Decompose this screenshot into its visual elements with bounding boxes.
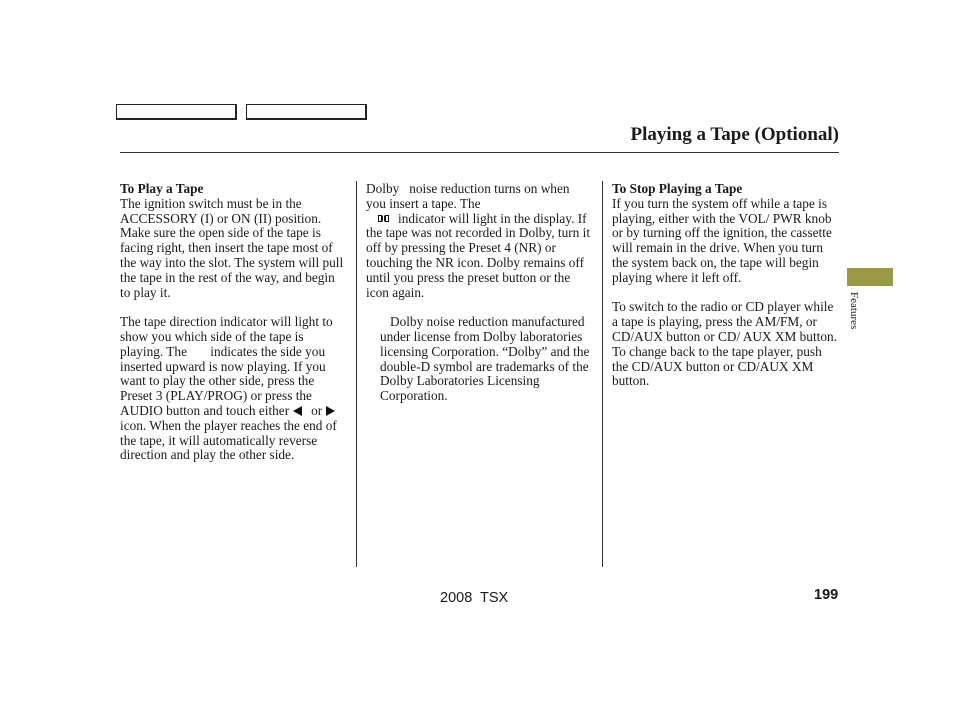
paragraph-stop-tape: If you turn the system off while a tape is playing, either with the VOL/ PWR knob or by turning off the ignition, the cassette will remain in the drive. When you turn the system back on, the tape will begin playing where it left off. [612, 195, 832, 285]
column-divider-1 [356, 181, 357, 567]
page-number: 199 [814, 587, 839, 603]
paragraph-dolby-nr: Dolby noise reduction turns on when you insert a tape. The indicator will light in the display. If the tape was not recorded in Dolby, turn it off by pressing the Preset 4 (NR) or touching the NR icon. Dolby remains off until you press the preset button or the icon again. [366, 181, 591, 300]
nav-button-2[interactable] [246, 104, 367, 120]
tape-direction-right-icon [326, 406, 335, 416]
tape-direction-left-icon [293, 406, 302, 416]
title-rule [120, 152, 839, 153]
paragraph-switch-source: To switch to the radio or CD player while a tape is playing, press the AM/FM, or CD/AUX button or CD/ AUX XM button. To change back to the tape player, push the CD/AUX button or CD/AUX XM button. [612, 299, 837, 389]
paragraph-dolby-license: Dolby noise reduction manufactured under license from Dolby laboratories licensing Corporation. “Dolby” and the double-D symbol are trademarks of the Dolby Laboratories Licensing Corporation. [380, 314, 590, 404]
paragraph-direction-indicator: The tape direction indicator will light to show you which side of the tape is playing. The indicates the side you inserted upward is now playing. If you want to play the other side, press the Preset 3 (PLAY/PROG) or press the AUDIO button and touch either oricon. When the player reaches the end of the tape, it will automatically reverse direction and play the other side. [120, 314, 337, 463]
dolby-nr-icon [378, 215, 390, 223]
nav-button-1[interactable] [116, 104, 237, 120]
column-3 [612, 182, 840, 389]
column-divider-2 [602, 181, 603, 567]
column-1 [120, 182, 346, 463]
page-title: Playing a Tape (Optional) [630, 124, 839, 145]
paragraph-insert-tape: The ignition switch must be in the ACCESSORY (I) or ON (II) position. Make sure the open side of the tape is facing right, then insert the tape most of the way into the slot. The system will pull the tape in the rest of the way, and begin to play it. [120, 195, 344, 300]
section-tab [847, 268, 893, 286]
section-heading-play-tape: To Play a Tape [120, 181, 204, 196]
column-2 [366, 182, 592, 404]
section-heading-stop-tape: To Stop Playing a Tape [612, 181, 743, 196]
footer-model: 2008 TSX [440, 590, 509, 606]
section-tab-label: Features [848, 292, 860, 330]
